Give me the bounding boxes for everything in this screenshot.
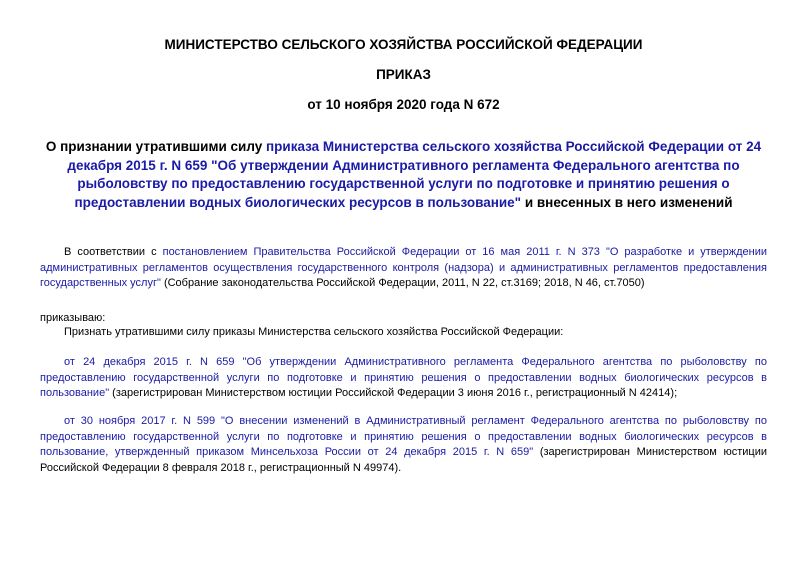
document-date-number: от 10 ноября 2020 года N 672 xyxy=(307,97,500,112)
repealed-act-2 xyxy=(40,414,767,476)
document-subject xyxy=(40,138,767,212)
act-2-suffix: (зарегистрирован Министерством юстиции Российской Федерации 8 февраля 2018 г., регистрационный N 49974). xyxy=(40,446,767,474)
subject-link[interactable]: приказа Министерства сельского хозяйства Российской Федерации от 24 декабря 2015 г. N 659 "Об утверждении Административного регламента Федерального агентства по рыболовству по предоставлению государственной услуги по подготовке и принятию решения о предоставлении водных биологических ресурсов в пользование" xyxy=(67,139,762,210)
preamble-link[interactable]: постановлением Правительства Российской Федерации от 16 мая 2011 г. N 373 "О разработке и утверждении административных регламентов осуществления государственного контроля (надзора) и административных регламентов предоставления государственных услуг" xyxy=(40,246,768,289)
act-1-link[interactable]: от 24 декабря 2015 г. N 659 "Об утверждении Административного регламента Федерального агентства по рыболовству по предоставлению государственной услуги по подготовке и принятию решения о предоставлении водных биологических ресурсов в пользование" xyxy=(40,356,767,399)
preamble-paragraph xyxy=(40,245,767,292)
act-2-link[interactable]: от 30 ноября 2017 г. N 599 "О внесении изменений в Административный регламент Федерального агентства по рыболовству по предоставлению государственной услуги по подготовке и принятию решения о предоставлении водных биологических ресурсов в пользование, утвержденный приказом Минсельхоза России от 24 декабря 2015 г. N 659" xyxy=(40,415,767,458)
orders-word: приказываю: xyxy=(40,312,106,324)
document-type: ПРИКАЗ xyxy=(376,67,431,82)
item-1: Признать утратившими силу приказы Министерства сельского хозяйства Российской Федерации: xyxy=(64,326,564,338)
subject-prefix: О признании утратившими силу xyxy=(45,139,266,154)
preamble-suffix: (Собрание законодательства Российской Федерации, 2011, N 22, ст.3169; 2018, N 46, ст.7050) xyxy=(160,277,645,289)
ministry-heading: МИНИСТЕРСТВО СЕЛЬСКОГО ХОЗЯЙСТВА РОССИЙСКОЙ ФЕДЕРАЦИИ xyxy=(164,37,643,52)
subject-suffix: и внесенных в него изменений xyxy=(521,194,733,210)
repealed-act-1 xyxy=(40,355,767,402)
preamble-prefix: В соответствии с xyxy=(64,246,163,258)
act-1-suffix: (зарегистрирован Министерством юстиции Российской Федерации 3 июня 2016 г., регистрационный N 42414); xyxy=(109,387,678,399)
